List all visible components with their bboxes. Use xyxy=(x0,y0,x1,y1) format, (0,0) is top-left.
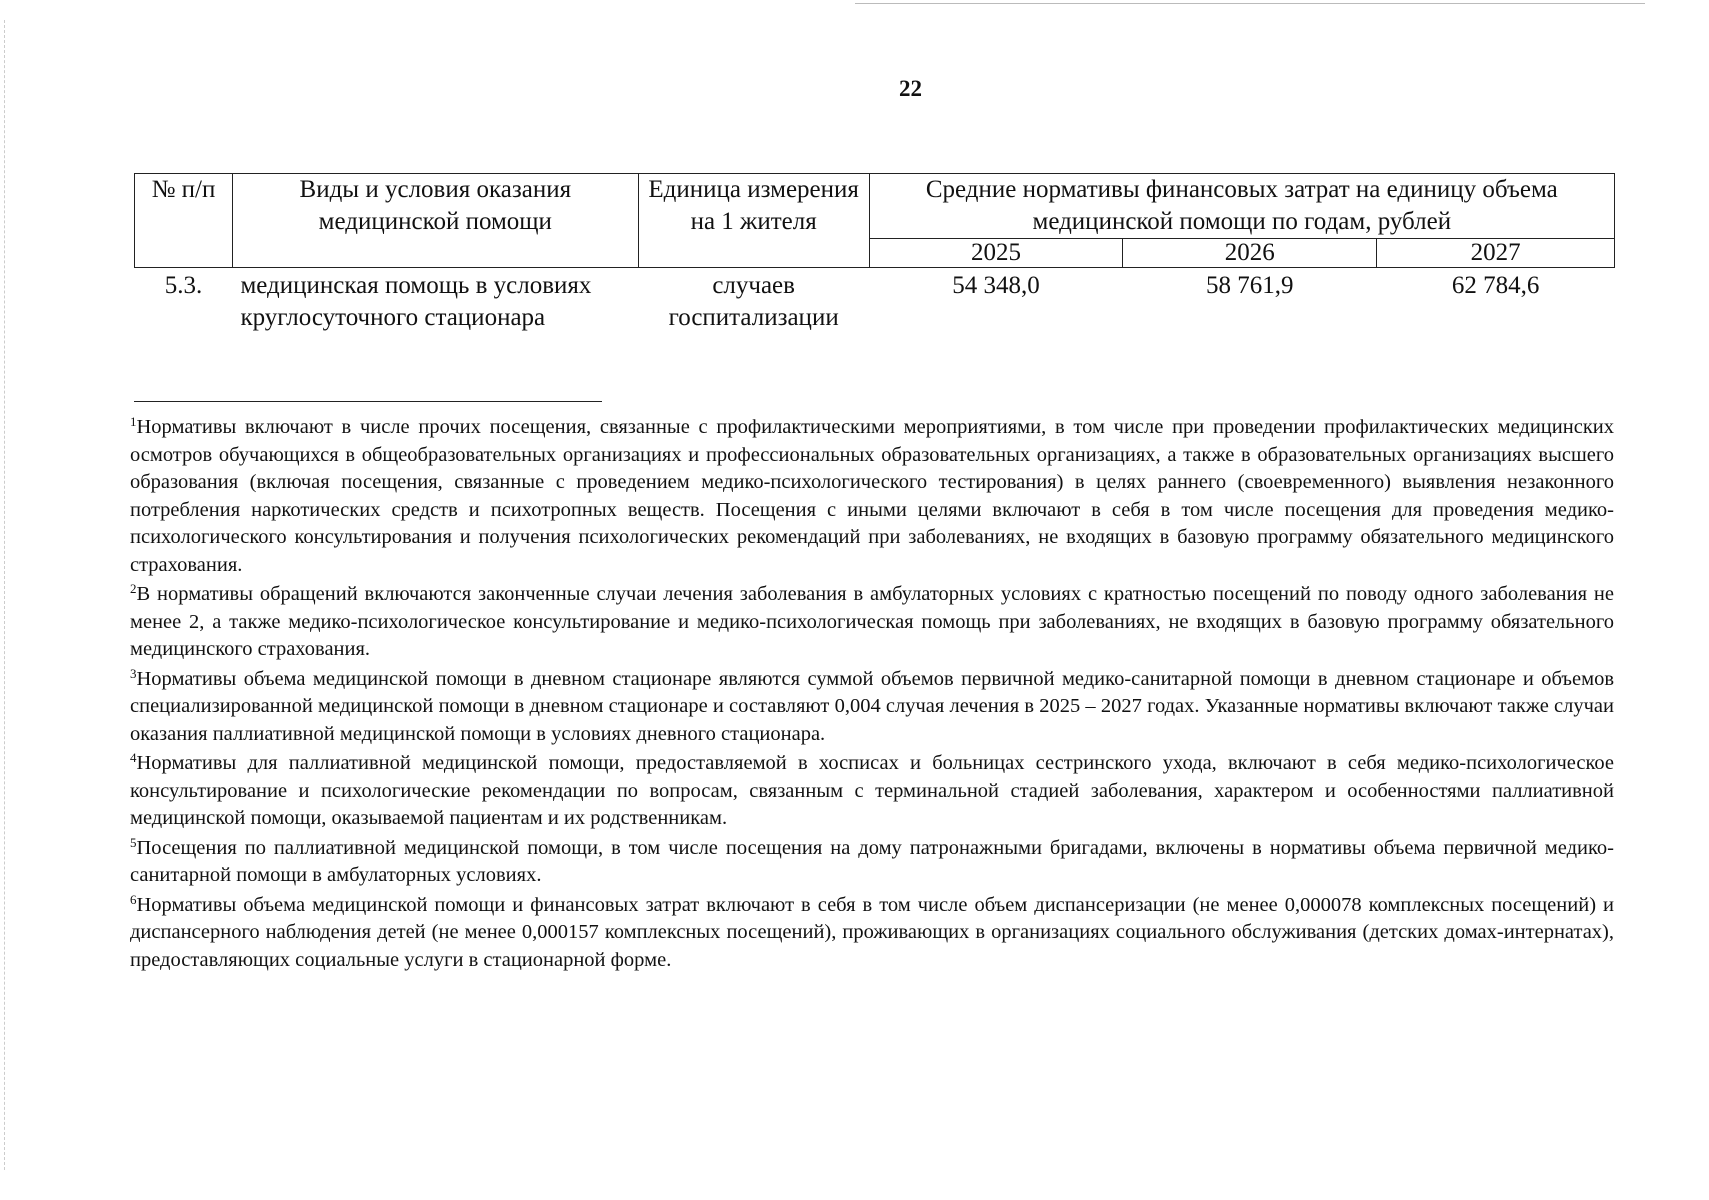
footnote-1 xyxy=(130,414,1614,579)
footnote-6 xyxy=(130,892,1614,975)
footnote-text: Нормативы объема медицинской помощи в дневном стационаре являются суммой объемов первичной медико-санитарной помощи в дневном стационаре и объемов специализированной медицинской помощи в дневном стационаре и составляют 0,004 случая лечения в 2025 – 2027 годах. Указанные нормативы включают также случаи оказания паллиативной медицинской помощи в условиях дневного стационара. xyxy=(130,667,1614,745)
footnote-separator xyxy=(134,401,602,402)
footnote-text: Посещения по паллиативной медицинской помощи, в том числе посещения на дому патронажными бригадами, включены в нормативы объема первичной медико-санитарной помощи в амбулаторных условиях. xyxy=(130,836,1614,886)
footnote-5 xyxy=(130,835,1614,890)
header-unit: Единица измерения на 1 жителя xyxy=(638,174,869,268)
header-year-2027: 2027 xyxy=(1377,239,1615,268)
table-row xyxy=(135,268,1615,337)
header-year-2026: 2026 xyxy=(1123,239,1377,268)
footnote-mark: 6 xyxy=(130,891,137,907)
row-value-2027: 62 784,6 xyxy=(1451,272,1540,299)
scan-left-edge xyxy=(4,20,6,1170)
footnote-text: Нормативы включают в числе прочих посещения, связанные с профилактическими мероприятиями, в том числе при проведении профилактических медицинских осмотров обучающихся в общеобразовательных организациях и профессиональных образовательных организациях, а также в образовательных организациях высшего образования (включая посещения, связанные с проведением медико-психологического тестирования) в целях раннего (своевременного) выявления незаконного потребления наркотических средств и психотропных веществ. Посещения с иными целями включают в себя в том числе посещения для проведения медико-психологического консультирования и получения психологических рекомендаций при заболеваниях, не входящих в базовую программу обязательного медицинского страхования. xyxy=(130,416,1614,576)
norms-table xyxy=(134,173,1615,336)
footnote-2 xyxy=(130,581,1614,664)
row-num: 5.3. xyxy=(164,272,203,299)
footnote-mark: 3 xyxy=(130,665,137,681)
footnote-3 xyxy=(130,666,1614,749)
row-unit: случаев госпитализации xyxy=(668,272,839,331)
row-kind: медицинская помощь в условиях круглосуточного стационара xyxy=(240,272,592,331)
scan-top-line xyxy=(855,3,1645,4)
header-kind: Виды и условия оказания медицинской помощи xyxy=(232,174,638,268)
row-value-2026: 58 761,9 xyxy=(1206,272,1294,299)
footnote-mark: 4 xyxy=(130,750,137,765)
row-value-2025: 54 348,0 xyxy=(952,272,1040,299)
header-norms: Средние нормативы финансовых затрат на единицу объема медицинской помощи по годам, рублей xyxy=(869,174,1614,239)
header-num: № п/п xyxy=(135,174,233,268)
footnote-text: Нормативы для паллиативной медицинской помощи, предоставляемой в хосписах и больницах сестринского ухода, включают в себя медико-психологическое консультирование и психологические рекомендации по вопросам, связанным с терминальной стадией заболевания, характером и особенностями паллиативной медицинской помощи, оказываемой пациентам и их родственникам. xyxy=(130,752,1614,829)
footnote-text: В нормативы обращений включаются законченные случаи лечения заболевания в амбулаторных условиях с кратностью посещений по поводу одного заболевания не менее 2, а также медико-психологическое консультирование и медико-психологическая помощь при заболеваниях, не входящих в базовую программу обязательного медицинского страхования. xyxy=(130,583,1614,660)
footnote-text: Нормативы объема медицинской помощи и финансовых затрат включают в себя в том числе объем диспансеризации (не менее 0,000078 комплексных посещений) и диспансерного наблюдения детей (не менее 0,000157 комплексных посещений), проживающих в организациях социального обслуживания (детских домах-интернатах), предоставляющих социальные услуги в стационарной форме. xyxy=(130,893,1614,971)
footnote-mark: 2 xyxy=(130,581,137,596)
page-number: 22 xyxy=(899,76,922,101)
header-year-2025: 2025 xyxy=(869,239,1123,268)
footnote-mark: 1 xyxy=(130,414,137,429)
footnote-mark: 5 xyxy=(130,834,137,850)
footnote-4 xyxy=(130,750,1614,833)
footnotes xyxy=(130,414,1614,976)
